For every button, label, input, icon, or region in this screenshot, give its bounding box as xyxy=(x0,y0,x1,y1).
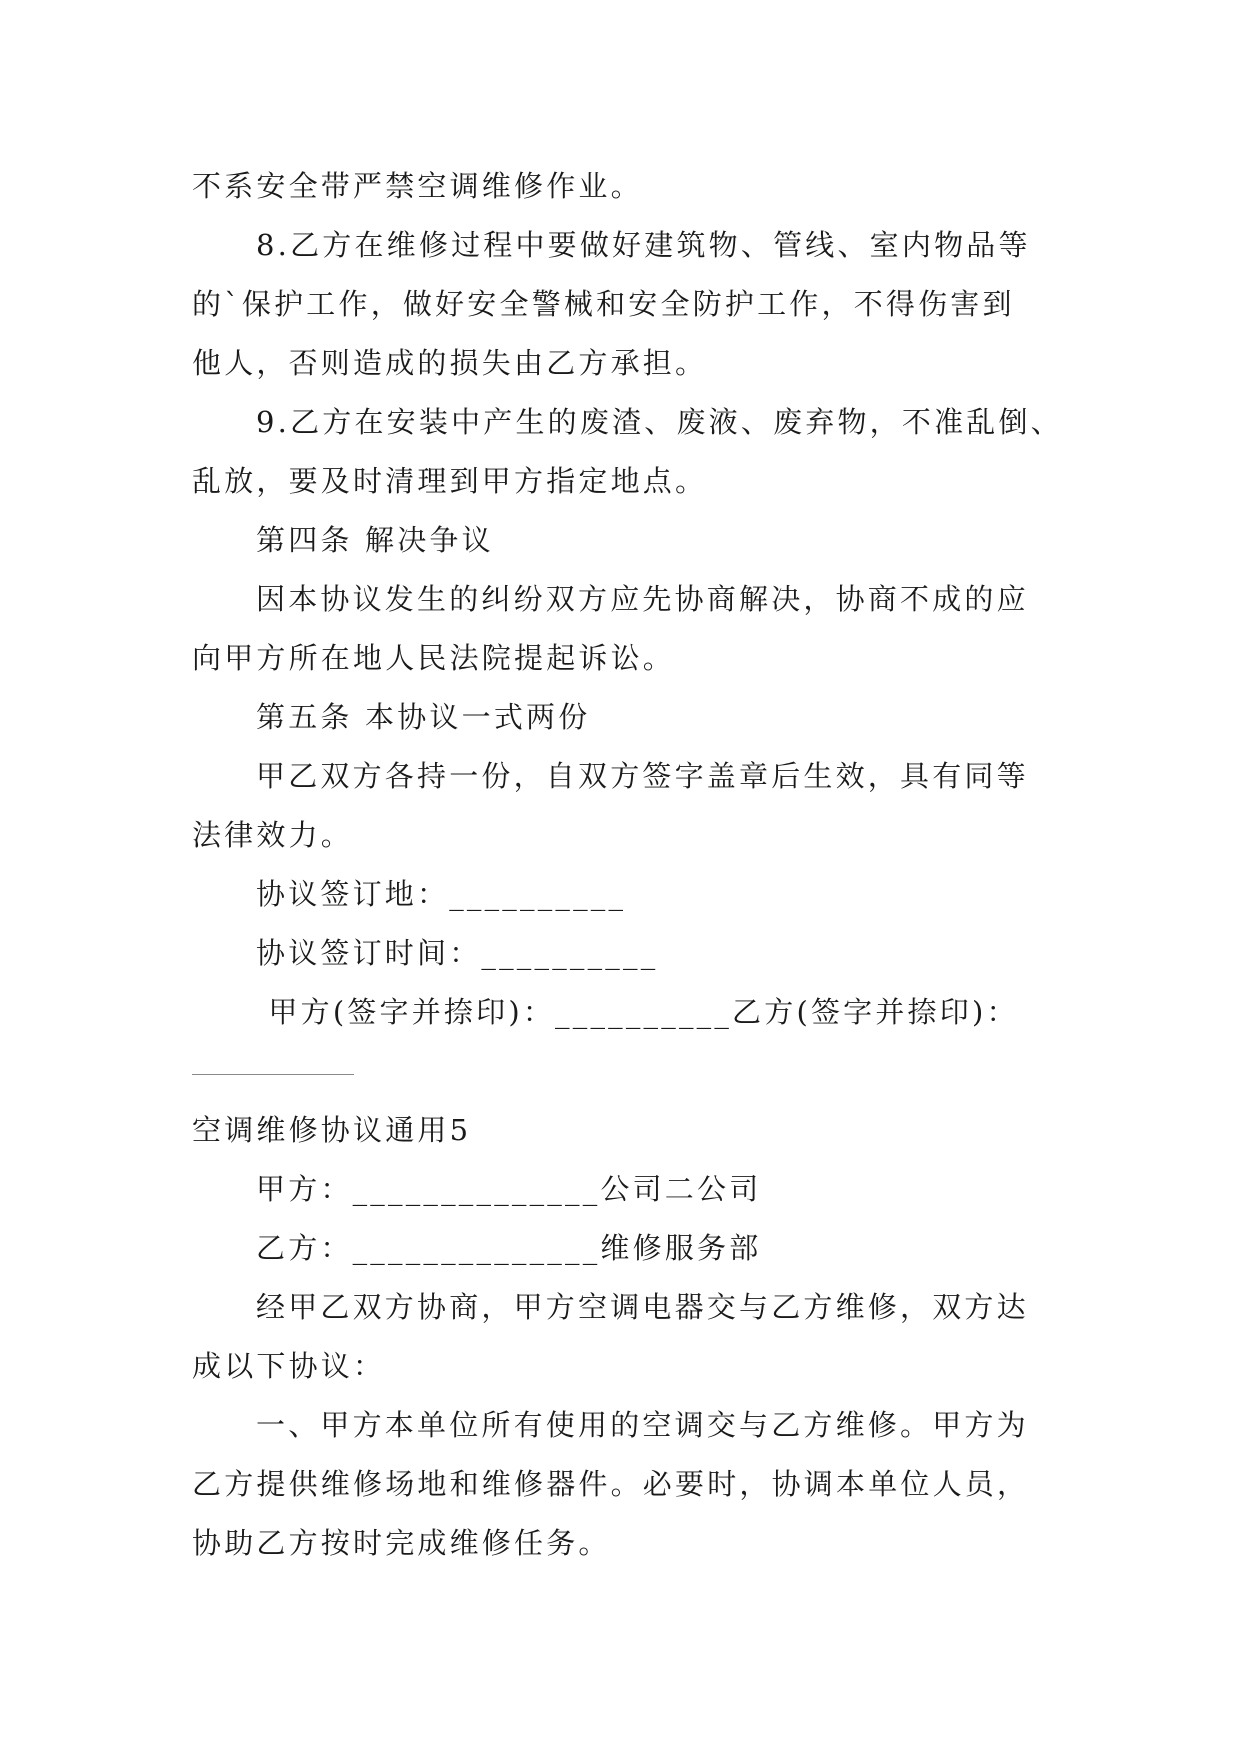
section-heading: 第五条 本协议一式两份 xyxy=(256,700,591,734)
text-line: 因本协议发生的纠纷双方应先协商解决，协商不成的应 xyxy=(256,582,1029,616)
section-heading: 第四条 解决争议 xyxy=(256,523,494,557)
text-line: 协助乙方按时完成维修任务。 xyxy=(192,1526,611,1560)
text-line: 法律效力。 xyxy=(192,818,354,852)
text-line: 一、甲方本单位所有使用的空调交与乙方维修。甲方为 xyxy=(256,1408,1029,1442)
party-a: 甲方：______________公司二公司 xyxy=(256,1172,762,1206)
text-line: 经甲乙双方协商，甲方空调电器交与乙方维修，双方达 xyxy=(256,1290,1029,1324)
signing-time: 协议签订时间：__________ xyxy=(256,936,659,970)
party-b: 乙方：______________维修服务部 xyxy=(256,1231,762,1265)
signature-blank xyxy=(192,1074,354,1075)
text-line: 甲乙双方各持一份，自双方签字盖章后生效，具有同等 xyxy=(256,759,1029,793)
signing-place: 协议签订地：__________ xyxy=(256,877,627,911)
text-line: 乱放，要及时清理到甲方指定地点。 xyxy=(192,464,708,498)
text-line: 的`保护工作，做好安全警械和安全防护工作，不得伤害到 xyxy=(192,287,1015,321)
text-line: 9.乙方在安装中产生的废渣、废液、废弃物，不准乱倒、 xyxy=(256,405,1063,439)
text-line: 他人，否则造成的损失由乙方承担。 xyxy=(192,346,708,380)
text-line: 向甲方所在地人民法院提起诉讼。 xyxy=(192,641,676,675)
document-title: 空调维修协议通用5 xyxy=(192,1113,472,1147)
signature-line: 甲方(签字并捺印)：__________乙方(签字并捺印)： xyxy=(256,995,1019,1029)
text-line: 不系安全带严禁空调维修作业。 xyxy=(192,169,643,203)
text-line: 乙方提供维修场地和维修器件。必要时，协调本单位人员， xyxy=(192,1467,1030,1501)
text-line: 成以下协议： xyxy=(192,1349,386,1383)
text-line: 8.乙方在维修过程中要做好建筑物、管线、室内物品等 xyxy=(256,228,1031,262)
